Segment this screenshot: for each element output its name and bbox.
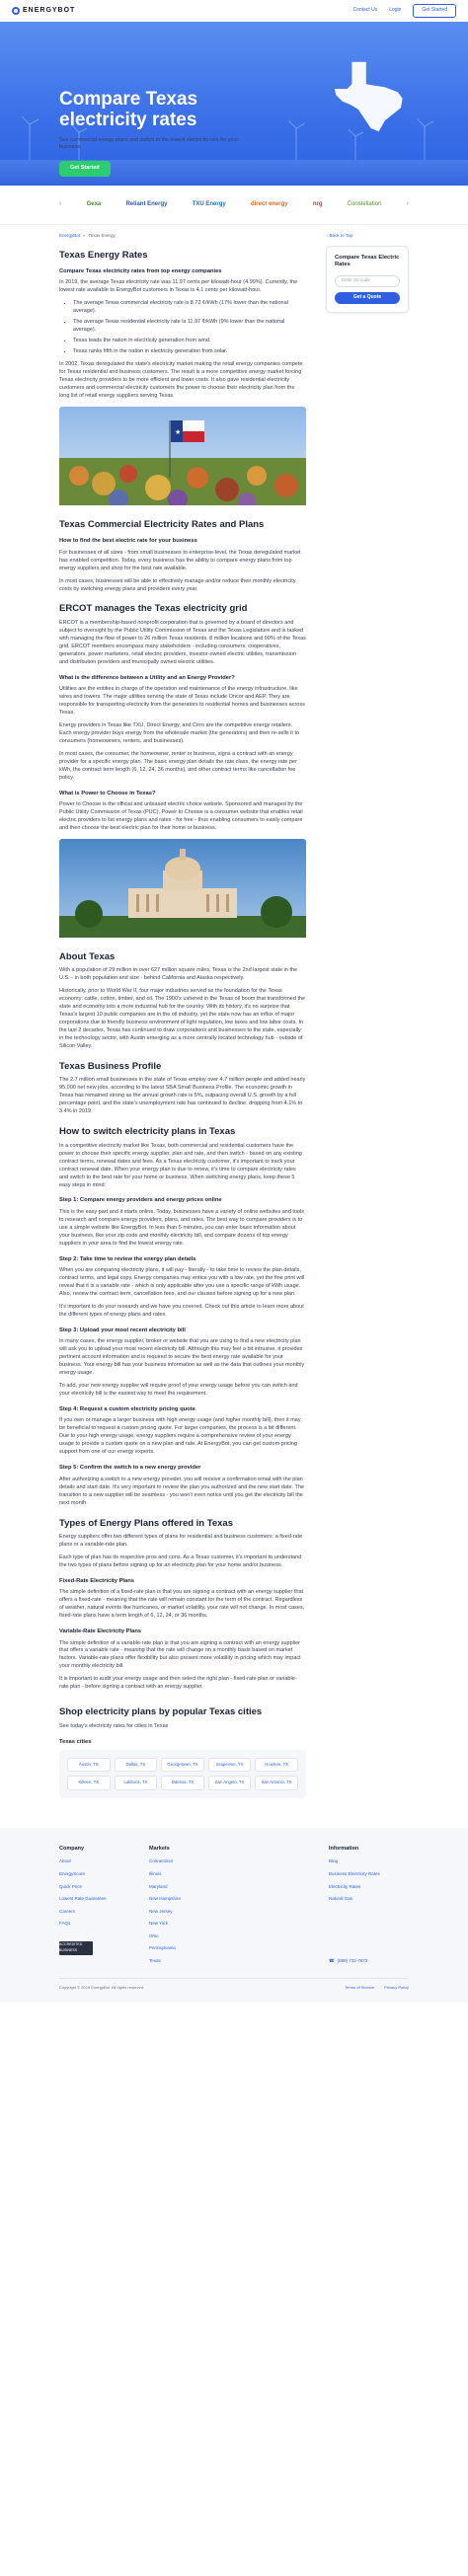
paragraph: For businesses of all sizes - from small businesses to enterprise-level, the Texas deregulated market has enabled competition. Today, every business has the ability to compare energy plans from top energy suppliers and shop for the best rate available. <box>59 549 301 571</box>
breadcrumb-current: Texas Energy <box>88 233 116 238</box>
quote-card <box>326 246 409 313</box>
cities-title: Shop electricity plans by popular Texas cities <box>59 1706 263 1718</box>
section-subtitle-commercial: How to find the best electric rate for your business <box>59 538 197 545</box>
svg-text:★: ★ <box>175 427 182 436</box>
legal-links <box>345 1985 409 1991</box>
footer-link[interactable]: Pennsylvania <box>149 1945 176 1951</box>
city-link[interactable]: San Antonio, TX <box>255 1776 298 1789</box>
paragraph: With a population of 29 million in over 627 million square miles, Texas is the 2nd largest state in the U.S. - in both population and size - behind California and Alaska respectively. <box>59 967 298 982</box>
footer-link[interactable]: New York <box>149 1921 169 1927</box>
back-to-top-link[interactable]: ↑ Back to Top <box>326 233 352 238</box>
section-subtitle-rates: Compare Texas electricity rates from top energy companies <box>59 267 222 274</box>
paragraph: The 2.7 million small businesses in the state of Texas employ over 4.7 million people and added nearly 95,000 net new jobs, according to the latest SBA Small Business Profile. The economic growth in Texas has remained strong as the annual growth rate is 5%, outpacing overall U.S. growth by a full percentage point, and the state's unemployment rate has continued to decline, dropping from 4.1% to 3.4% in 2019. <box>59 1077 306 1115</box>
terms-link[interactable]: Terms of Service <box>345 1985 375 1991</box>
paragraph: The simple definition of a fixed-rate plan is that you are signing a contract with an energy supplier that offers a fixed-rate - meaning that the rate will remain constant for the term of the contract. Regardless of weather, natural events like hurricanes, or market volatility, your rate will not change. In most cases, fixed-rate plans have a term length of 6, 12, 24, or 36 months. <box>59 1589 305 1620</box>
paragraph: Historically, prior to World War II, four major industries served as the foundation for the Texas economy: cattle, cotton, timber, and oil. The 1900's ushered in the Texas oil boom that transformed the state and economy into a more industrial hub for the country. With its history, it's no surprise that Texas's largest 10 public companies are in the oil industry, yet the state now has an influx of major corporations due to friendly business environment of light regulation, low taxes and low labor costs. In the last 2 decades, Texas has continued to draw corporations and businesses to the state, especially in the technology sector, with Austin emerging as a more centrally located technology hub - outside of Silicon Valley. <box>59 988 306 1050</box>
paragraph: ERCOT is a membership-based nonprofit corporation that is governed by a board of directors and subject to oversight by the Public Utility Commission of Texas and the Texas Legislature and is tasked with managing the flow of power to 26 million Texas residents. 8 million locations and 90% of the Texas grid. ERCOT members encompass many stakeholders - including consumers, cooperatives, generators, power marketers, retail electric providers, investor-owned electric utilities, transmission and distribution providers and municipally owned electric utilities. <box>59 619 306 665</box>
section-title-ercot: ERCOT manages the Texas electricity grid <box>59 603 248 615</box>
footer-link[interactable]: Blog <box>329 1858 339 1864</box>
footer-link[interactable]: Maryland <box>149 1883 168 1889</box>
paragraph: After authorizing a switch to a new energy provider, you will receive a confirmation email with the plan details and start date. It's very important to review the plan you authorized and the new start date. The transition to a new supplier will be seamless - you won't even notice until you get the electricity bill the next month. <box>59 1476 304 1506</box>
step-title: Step 4: Request a custom electricity pricing quote <box>59 1406 195 1413</box>
paragraph: In 2002, Texas deregulated the state's electricity market making the retail energy companies compete for Texas residential and business customers. The result is a more competitive energy market forcing Texas electricity providers to be more efficient and lower costs. It also gave residential electricity customers and commercial electricity customers the power to choose their electricity plan from the long list of retail energy suppliers serving Texas. <box>59 361 303 399</box>
paragraph: In 2019, the average Texas electricity rate was 11.97 cents per kilowatt-hour (4.99%). Currently, the lowest rate available to EnergyBot customers in Texas is 4.1 cents per kilowatt-hour. <box>59 279 298 294</box>
list-item: • Texas ranks fifth in the nation in electricity generation from solar. <box>73 348 306 356</box>
city-link[interactable]: Lubbock, TX <box>115 1776 158 1789</box>
article-content <box>59 233 306 1697</box>
section-title-profile: Texas Business Profile <box>59 1061 162 1073</box>
footer <box>0 1828 468 2003</box>
breadcrumb <box>59 233 306 240</box>
paragraph: In many cases, the energy supplier, broker or website that you are using to find a new electricity plan will ask you to upload your most recent electricity bill. Although this may feel a bit intrusive, it provides pertinent account information and is required to secure the best energy rate available for your business. Your energy bill has your business information as well as the data that outlines your monthly energy usage. <box>59 1338 305 1377</box>
step-title: Step 3: Upload your most recent electricity bill <box>59 1326 186 1333</box>
list-item: • The average Texas commercial electricity rate is 8.72 ¢/kWh (17% lower than the national average). <box>73 300 306 316</box>
footer-column-title: Company <box>59 1845 85 1852</box>
cities-grid <box>59 1750 306 1797</box>
footer-link[interactable]: New Hampshire <box>149 1896 182 1902</box>
footer-link[interactable]: About <box>59 1858 71 1864</box>
phone-icon: ☎ <box>329 1957 335 1963</box>
paragraph: To add, your new energy supplier will require proof of your energy usage before you can switch and your electricity bill is the easiest way to meet the requirement. <box>59 1383 298 1398</box>
footer-link[interactable]: Ohio <box>149 1932 159 1938</box>
footer-spacer <box>239 1846 319 1971</box>
paragraph: Each type of plan has its respective pros and cons. As a Texas customer, it's important to understand the two types of plans before signing up for an electricity plan for your home and/or business. <box>59 1553 302 1568</box>
cities-section <box>0 1706 468 1817</box>
footer-link[interactable]: Illinois <box>149 1871 162 1876</box>
providers-strip <box>0 186 468 225</box>
list-item: • Texas leads the nation in electricity generation from wind. <box>73 338 306 345</box>
header-get-started-button[interactable]: Get Started <box>413 4 456 17</box>
section-subtitle-utility: What is the difference between a Utility and an Energy Provider? <box>59 674 235 681</box>
city-link[interactable]: Dallas, TX <box>115 1758 158 1772</box>
footer-markets <box>149 1846 229 1971</box>
list-item: • The average Texas residential electricity rate is 11.97 ¢/kWh (9% lower than the national average). <box>73 319 306 335</box>
provider-logo-direct-energy: direct energy <box>250 201 288 208</box>
footer-column-title: Markets <box>149 1845 170 1852</box>
footer-columns <box>59 1846 409 1971</box>
section-title-types: Types of Energy Plans offered in Texas <box>59 1517 233 1529</box>
chevron-left-icon[interactable]: ‹ <box>59 200 62 208</box>
paragraph: It is important to audit your energy usage and then select the right plan - fixed-rate plan or variable-rate plan - before signing a contract with an energy supplier. <box>59 1676 297 1691</box>
hero-banner <box>0 22 468 186</box>
footer-link[interactable]: Lowest Rate Guarantee <box>59 1896 107 1902</box>
breadcrumb-separator: » <box>83 233 86 238</box>
section-title-rates: Texas Energy Rates <box>59 249 148 261</box>
footer-link[interactable]: FAQs <box>59 1921 71 1927</box>
bbb-accredited-badge[interactable]: ACCREDITED BUSINESS <box>59 1941 93 1955</box>
paragraph: Power to Choose is the official and unbiased electric choice website. Sponsored and managed by the Public Utility Commission of Texas (PUC), Power to Choose is a consumer website that enables retail electric providers to list energy plans and rates - for free - thus enabling consumers to easily compare and then choose the best electric plan for their home or business. <box>59 801 303 832</box>
section-title-about: About Texas <box>59 950 116 962</box>
footer-column-title: Information <box>329 1845 359 1852</box>
hero-subtitle: See commercial energy plans and switch to the lowest electricity rate for your business. <box>59 136 239 150</box>
step-title: Step 5: Confirm the switch to a new energy provider <box>59 1465 201 1472</box>
footer-company <box>59 1846 139 1971</box>
footer-link[interactable]: Natural Gas <box>329 1896 353 1902</box>
quote-card-title: Compare Texas Electric Rates <box>335 254 400 268</box>
section-title-switch: How to switch electricity plans in Texas <box>59 1126 236 1138</box>
logo-icon <box>12 7 20 15</box>
provider-logo-gexa: Gexa <box>86 201 102 208</box>
footer-link[interactable]: Electricity Rates <box>329 1883 361 1889</box>
city-link[interactable]: Killeen, TX <box>67 1776 111 1789</box>
hero-get-started-button[interactable]: Get Started <box>59 161 111 177</box>
city-link[interactable]: San Angelo, TX <box>208 1776 252 1789</box>
paragraph: When you are comparing electricity plans, it will pay - literally - to take time to review the plan details, contract terms, and legal copy. Energy companies may entice you with a low rate, yet the fine print will reveal that it is a variable rate - which is only applicable after you use a specific range of kWh usage. Also, review the contract term, cancellation fees, and our clauses before signing up for a new plan. <box>59 1267 305 1298</box>
paragraph: This is the easy part and it starts online. Today, businesses have a variety of online websites and tools to research and compare energy providers, plans, and rates. The best way to compare providers is to use a simple website like EnergyBot. In less than 5 minutes, you can enter basic information about your business, like your zip code and monthly electricity bill, and compare dozens of top energy suppliers in your area to find the lowest energy rate. <box>59 1208 305 1247</box>
section-title-commercial: Texas Commercial Electricity Rates and Plans <box>59 518 265 530</box>
city-link[interactable]: Odessa, TX <box>161 1776 204 1789</box>
paragraph: In most cases, businesses will be able to effectively manage and/or reduce their monthly electricity costs by switching energy plans and providers every year. <box>59 577 296 592</box>
footer-link[interactable]: New Jersey <box>149 1908 173 1914</box>
phone-number: (888) 732-7873 <box>337 1957 368 1963</box>
footer-information <box>329 1846 409 1971</box>
privacy-link[interactable]: Privacy Policy <box>384 1985 409 1991</box>
city-link[interactable]: Austin, TX <box>67 1758 111 1772</box>
step-title: Step 1: Compare energy providers and energy prices online <box>59 1197 222 1204</box>
city-link[interactable]: Grapevine, TX <box>208 1758 252 1772</box>
breadcrumb-home[interactable]: EnergyBot <box>59 233 81 238</box>
paragraph: The simple definition of a variable-rate plan is that you are signing a contract with an energy supplier that offers a variable rate - meaning that the rate will change on a monthly basis based on market factors. Variable-rate plans offer flexibility but also present more volatility in pricing which may impact your monthly electricity bill. <box>59 1639 301 1670</box>
cities-subtitle: See today's electricity rates for cities in Texas <box>59 1722 169 1729</box>
footer-link[interactable]: Texas <box>149 1957 161 1963</box>
footer-phone[interactable] <box>329 1958 409 1965</box>
plan-type-title: Variable-Rate Electricity Plans <box>59 1629 142 1635</box>
brand-name: ENERGYBOT <box>23 6 76 14</box>
city-link[interactable]: Houston, TX <box>255 1758 298 1772</box>
provider-logo-constellation: Constellation <box>347 201 382 208</box>
rates-list <box>73 300 306 356</box>
paragraph: It's important to do your research and we have you covered. Check out this article to learn more about the different types of energy plans and rates. <box>59 1303 304 1318</box>
top-navbar <box>0 0 468 22</box>
provider-logo-txu: TXU Energy <box>192 201 226 208</box>
city-link[interactable]: Georgetown, TX <box>161 1758 204 1772</box>
footer-link[interactable]: Quick Price <box>59 1883 83 1889</box>
chevron-right-icon[interactable]: › <box>406 200 409 208</box>
sidebar <box>326 233 409 1697</box>
zip-code-input[interactable]: Enter zip code <box>335 275 400 287</box>
get-quote-button[interactable]: Get a Quote <box>335 292 400 304</box>
paragraph: In a competitive electricity market like Texas, both commercial and residential customers have the power to choose their specific energy supplier, plan and rate, and then switch - based on any existing contract terms, renewal dates and fees. As a Texas electricity customer, it's important to track your contract renewal date. When your energy plan is due to renew, it's time to compare electricity rates and switch to the best rate for your home or business. When switching energy plans, keep these 5 easy steps in mind: <box>59 1142 302 1188</box>
header-nav <box>352 4 456 17</box>
cities-label: Texas cities <box>59 1738 92 1745</box>
section-subtitle-ptc: What is Power to Choose in Texas? <box>59 790 156 796</box>
texas-flag-field-photo <box>59 407 306 509</box>
hero-content <box>59 89 257 177</box>
brand-logo[interactable] <box>12 6 75 16</box>
paragraph: In most cases, the consumer, the homeowner, renter or business, signs a contract with an energy provider for a specific energy plan. The basic energy plan details the rate class, the energy rate per kWh, the contract term length (6, 12, 24, 36 months), and other contract terms like cancellation fee policy. <box>59 750 297 781</box>
texas-state-icon <box>330 57 409 136</box>
provider-logo-reliant: Reliant Energy <box>125 201 168 208</box>
plan-type-title: Fixed-Rate Electricity Plans <box>59 1577 135 1584</box>
paragraph: If you own or manage a larger business with high energy usage (and higher monthly bill), then it may be beneficial to request a custom pricing quote. For larger companies, the process is a bit different. Due to your high energy usage, energy suppliers require a comprehensive review of your energy usage to provide a custom quote on a new plan and rate. At EnergyBot, you can get custom pricing support from one of our energy experts. <box>59 1417 301 1456</box>
step-title: Step 2: Take time to review the energy plan details <box>59 1255 196 1262</box>
footer-bottom <box>59 1978 409 1991</box>
provider-logo-nrg: nrg <box>312 201 323 208</box>
main-area <box>0 225 468 1697</box>
paragraph: Energy suppliers offer two different types of plans for residential and business customers: a fixed-rate plans or a variable-rate plan. <box>59 1533 303 1548</box>
footer-link[interactable]: Connecticut <box>149 1858 173 1864</box>
paragraph: Utilities are the entities in charge of the operation and maintenance of the energy infrastructure, like wires and towers. The major utilities serving the state of Texas include Oncor and AEP. They are responsible for transporting electricity from the generators to residential homes and businesses across Texas. <box>59 686 305 716</box>
footer-link[interactable]: EnergyScore <box>59 1871 86 1876</box>
texas-capitol-photo <box>59 839 306 942</box>
nav-login-link[interactable]: Login <box>389 7 402 14</box>
nav-contact-link[interactable]: Contact Us <box>352 7 378 14</box>
footer-link[interactable]: Business Electricity Rates <box>329 1871 380 1876</box>
hero-title: Compare Texas electricity rates <box>59 89 198 131</box>
paragraph: Energy providers in Texas like TXU, Direct Energy, and Cirro are the competitive energy retailers. Each energy provider buys energy from the wholesale market (the generators) and then re-sells it to consumers (homeowners, renters, and businesses). <box>59 721 300 744</box>
footer-link[interactable]: Careers <box>59 1908 76 1914</box>
copyright: Copyright © 2019 EnergyBot. All rights reserved. <box>59 1985 145 1991</box>
